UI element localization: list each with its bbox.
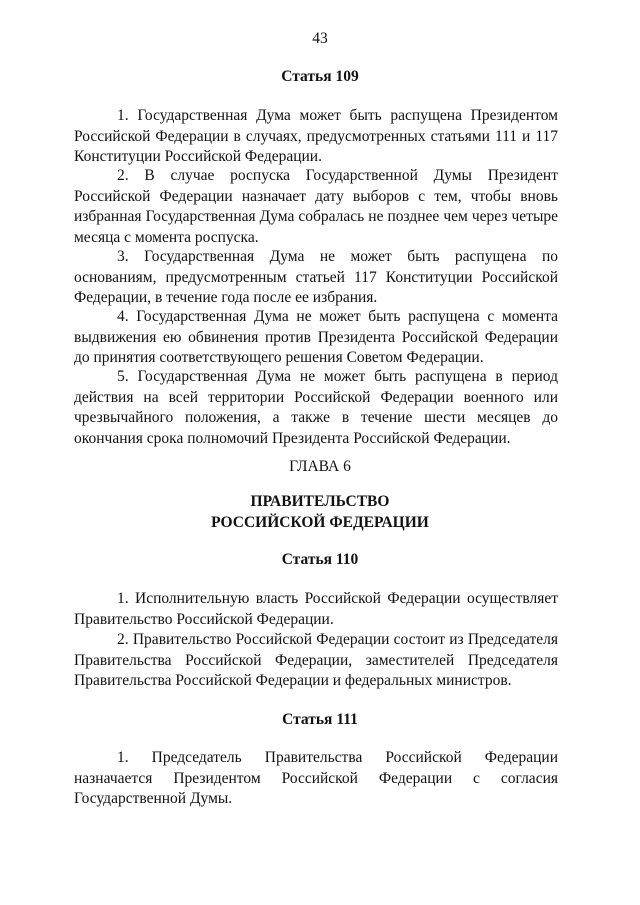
- article-110-paragraph-2: 2. Правительство Российской Федерации состоит из Председателя Правительства Российской Федерации, заместителей Председателя Правительства Российской Федерации и федеральных министров.: [74, 631, 558, 689]
- article-109-paragraph-3: 3. Государственная Дума не может быть распущена по основаниям, предусмотренным статьей 117 Конституции Российской Федерации, в течение года после ее избрания.: [74, 248, 558, 306]
- article-111-paragraph-1: 1. Председатель Правительства Российской Федерации назначается Президентом Российской Федерации с согласия Государственной Думы.: [74, 749, 558, 807]
- article-109-paragraph-5: 5. Государственная Дума не может быть распущена в период действия на всей территории Российской Федерации военного или чрезвычайного положения, а также в течение шести месяцев до окончания срока полномочий Президента Российской Федерации.: [74, 368, 558, 447]
- chapter-label: ГЛАВА 6: [289, 458, 351, 475]
- article-110-title: Статья 110: [281, 551, 359, 568]
- article-111-title: Статья 111: [282, 711, 358, 728]
- article-109-paragraph-2: 2. В случае роспуска Государственной Думы Президент Российской Федерации назначает дату выборов с тем, чтобы вновь избранная Государственная Дума собралась не позднее чем через четыре месяца с момента роспуска.: [74, 167, 558, 246]
- chapter-title: [0, 492, 640, 533]
- article-109-paragraph-1: 1. Государственная Дума может быть распущена Президентом Российской Федерации в случаях, предусмотренных статьями 111 и 117 Конституции Российской Федерации.: [74, 107, 558, 165]
- chapter-title-line-1: ПРАВИТЕЛЬСТВО: [250, 493, 390, 510]
- chapter-title-line-2: РОССИЙСКОЙ ФЕДЕРАЦИИ: [211, 513, 429, 531]
- article-109-paragraph-4: 4. Государственная Дума не может быть распущена с момента выдвижения ею обвинения против Президента Российской Федерации до принятия соответствующего решения Советом Федерации.: [74, 308, 558, 366]
- page-number: 43: [312, 30, 328, 47]
- article-109-title: Статья 109: [281, 68, 359, 85]
- article-110-paragraph-1: 1. Исполнительную власть Российской Федерации осуществляет Правительство Российской Федерации.: [74, 590, 558, 628]
